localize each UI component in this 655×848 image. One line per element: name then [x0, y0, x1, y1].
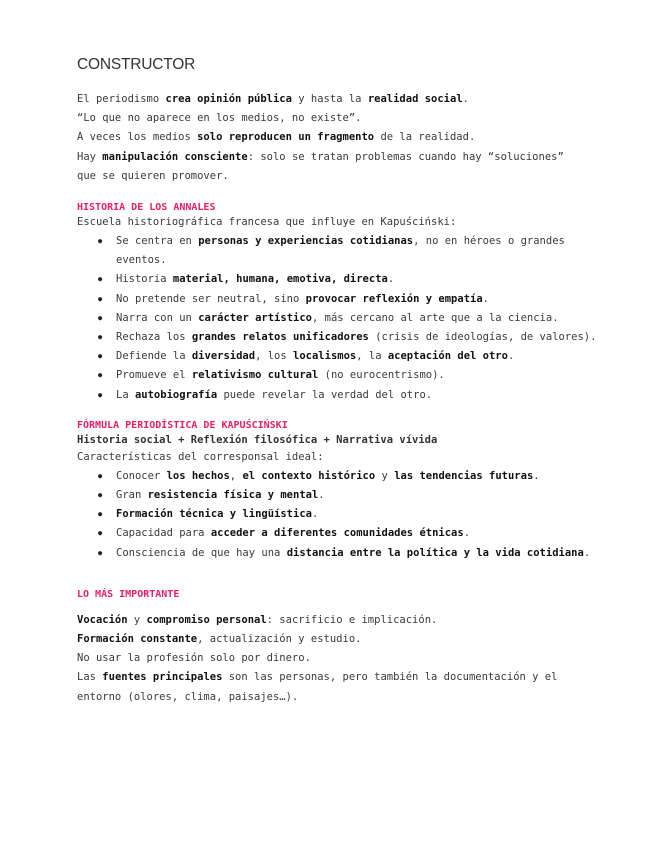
bold-text: manipulación consciente [102, 150, 248, 163]
intro-line: Hay manipulación consciente: solo se tratan problemas cuando hay “soluciones” [77, 150, 564, 163]
bold-text: crea opinión pública [165, 93, 292, 105]
page-title: CONSTRUCTOR [77, 56, 196, 73]
list-item: ● Historia material, humana, emotiva, directa. [116, 270, 597, 289]
intro-line: “Lo que no aparece en los medios, no existe”. [77, 112, 362, 125]
list-item: ● Conocer los hechos, el contexto histórico y las tendencias futuras. [116, 467, 597, 486]
bold-text: los hechos [166, 469, 230, 482]
section-intro: Escuela historiográfica francesa que influye en Kapuściński: [77, 216, 457, 229]
intro-line: que se quieren promover. [77, 169, 229, 182]
list-item: ● Narra con un carácter artístico, más cercano al arte que a la ciencia. [116, 309, 597, 328]
list-item: ● Rechaza los grandes relatos unificadores (crisis de ideologías, de valores). [116, 328, 597, 347]
bold-text: fuentes principales [102, 671, 223, 684]
bullet-list [77, 232, 597, 405]
bold-text: realidad social [367, 93, 463, 105]
bold-text: distancia entre la política y la vida cotidiana [286, 546, 584, 559]
bold-text: personas y experiencias cotidianas [198, 235, 414, 248]
important-section [77, 588, 597, 707]
bold-text: compromiso personal [146, 613, 267, 626]
intro-line: A veces los medios solo reproducen un fragmento de la realidad. [77, 131, 476, 144]
bold-text: aceptación del otro [387, 350, 508, 363]
list-item: ● Defiende la diversidad, los localismos, la aceptación del otro. [116, 347, 597, 366]
intro-paragraph [77, 90, 597, 186]
document-page [77, 56, 597, 707]
bold-text: grandes relatos unificadores [191, 331, 369, 344]
intro-line: El periodismo crea opinión pública y hasta la realidad social. [77, 93, 469, 105]
list-item: ● La autobiografía puede revelar la verdad del otro. [116, 386, 597, 405]
section-heading: LO MÁS IMPORTANTE [77, 588, 180, 600]
bold-text: resistencia física y mental [147, 489, 319, 502]
bold-text: carácter artístico [198, 311, 312, 324]
bold-text: provocar reflexión y empatía [305, 292, 483, 305]
important-line: No usar la profesión solo por dinero. [77, 652, 311, 665]
list-item: ● No pretende ser neutral, sino provocar reflexión y empatía. [116, 290, 597, 309]
formula-section [77, 419, 597, 563]
bold-text: las tendencias futuras [394, 469, 534, 482]
list-item: ● Formación técnica y lingüística. [116, 505, 597, 524]
list-item: ● Promueve el relativismo cultural (no eurocentrismo). [116, 366, 597, 385]
list-item: ● Capacidad para acceder a diferentes comunidades étnicas. [116, 524, 597, 543]
section-intro: Características del corresponsal ideal: [77, 450, 324, 463]
important-line: Las fuentes principales son las personas, pero también la documentación y el entorno (olores, clima, paisajes…). [77, 671, 558, 703]
bold-text: acceder a diferentes comunidades étnicas [210, 527, 464, 540]
list-item: ● Gran resistencia física y mental. [116, 486, 597, 505]
bold-text: Formación constante [77, 633, 198, 646]
bold-text: Vocación [77, 613, 128, 626]
bullet-list [77, 467, 597, 563]
section-heading: HISTORIA DE LOS ANNALES [77, 202, 216, 214]
bold-text: el contexto histórico [242, 469, 376, 482]
list-item: ● Se centra en personas y experiencias cotidianas, no en héroes o grandes eventos. [116, 232, 597, 270]
bold-text: Formación técnica y lingüística [116, 508, 312, 521]
important-line: Vocación y compromiso personal: sacrificio e implicación. [77, 613, 438, 626]
section-subheading: Historia social + Reflexión filosófica + Narrativa vívida [77, 433, 438, 446]
annales-section [77, 201, 597, 405]
bold-text: material, humana, emotiva, directa [172, 273, 388, 286]
important-line: Formación constante, actualización y estudio. [77, 633, 362, 646]
bold-text: relativismo cultural [191, 369, 319, 382]
bold-text: diversidad [191, 350, 256, 363]
list-item: ● Consciencia de que hay una distancia entre la política y la vida cotidiana. [116, 544, 597, 563]
bold-text: solo reproducen un fragmento [197, 131, 375, 144]
bold-text: localismos [293, 350, 357, 363]
bold-text: autobiografía [134, 388, 218, 401]
section-heading: FÓRMULA PERIODÍSTICA DE KAPUŚCIŃSKI [77, 419, 288, 431]
